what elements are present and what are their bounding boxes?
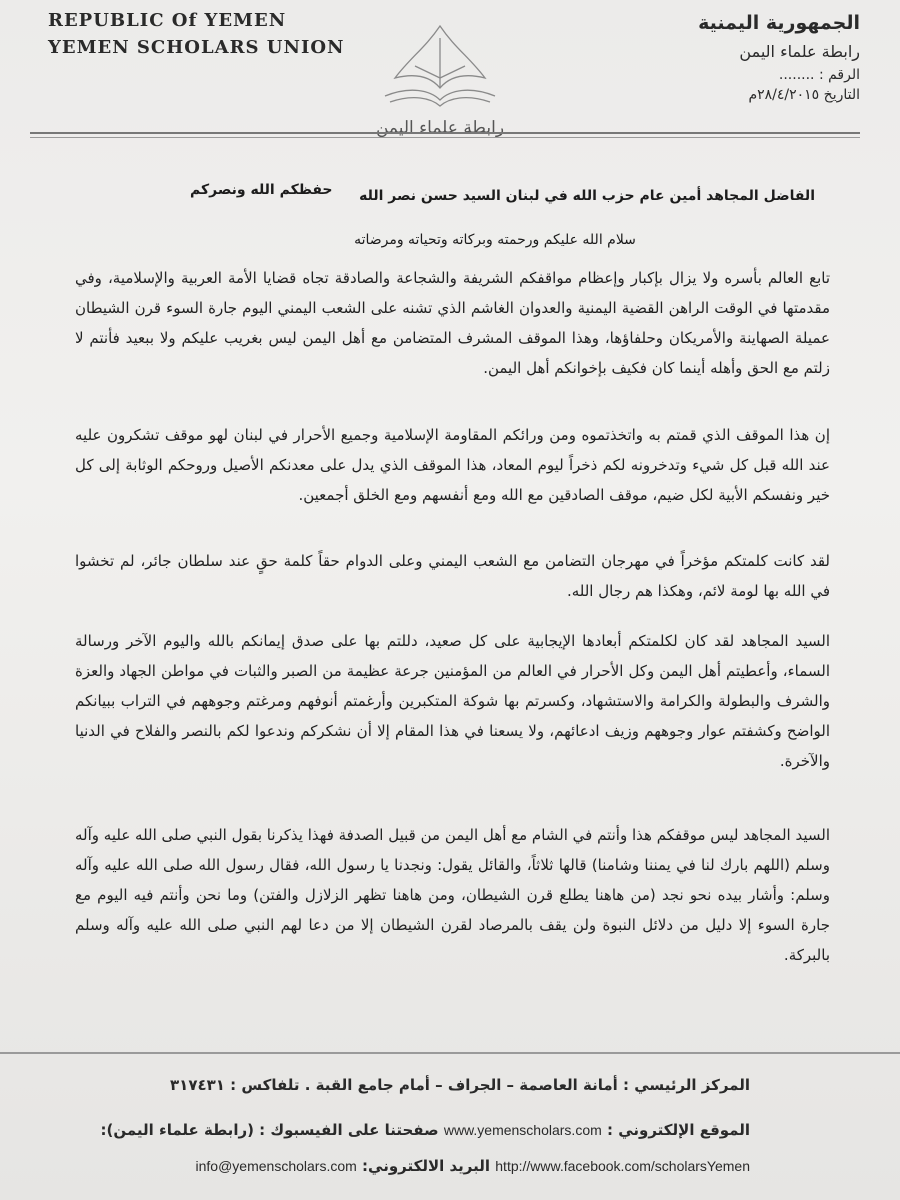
facebook-link[interactable]: http://www.facebook.com/scholarsYemen xyxy=(495,1158,750,1174)
letter-date: التاريخ ٢٨/٤/٢٠١٥م xyxy=(748,87,860,103)
union-logo xyxy=(355,18,525,143)
email-link[interactable]: info@yemenscholars.com xyxy=(195,1158,357,1174)
paragraph-1: تابع العالم بأسره ولا يزال بإكبار وإعظام مواقفكم الشريفة والشجاعة والصادقة تجاه قضايا الأمة العربية والإسلامية، وفي مقدمتها في الوقت الراهن القضية اليمنية والعدوان الغاشم الذي تشنه على الشعب اليمني اليوم جارة السوء قرن الشيطان عميلة الصهاينة والأمريكان وحلفاؤها، وهذا الموقف المشرف المتضامن مع أهل اليمن ليس بغريب عليكم ولا ببعيد فأنتم لا زلتم مع الحق وأهله أينما كان فكيف بإخوانكم أهل اليمن. xyxy=(75,269,830,377)
paragraph-3: لقد كانت كلمتكم مؤخراً في مهرجان التضامن مع الشعب اليمني وعلى الدوام حقاً كلمة حقٍ عند سلطان جائر، لم تخشوا في الله بها لومة لائم، وهكذا هم رجال الله. xyxy=(75,552,830,600)
header-divider-thin xyxy=(30,137,860,138)
letterhead-org-ar: رابطة علماء اليمن xyxy=(739,42,860,61)
logo-text: رابطة علماء اليمن xyxy=(375,118,505,138)
header-divider xyxy=(30,132,860,134)
email-label: البريد الالكتروني: xyxy=(362,1157,491,1175)
paragraph-2: إن هذا الموقف الذي قمتم به واتخذتموه ومن ورائكم المقاومة الإسلامية وجميع الأحرار في لبنان لهو موقف تشكرون عليه عند الله قبل كل شيء وتدخرونه لكم ذخراً ليوم المعاد، هذا الموقف الذي يدل على معدنكم الأصيل وروحكم الوثابة إلى كل خير ونفسكم الأبية لكل ضيم، موقف الصادقين مع الله ومع أنفسهم ومع الخلق أجمعين. xyxy=(75,426,830,504)
reference-number: الرقم : ........ xyxy=(778,67,860,83)
paragraph-5: السيد المجاهد ليس موقفكم هذا وأنتم في الشام مع أهل اليمن من قبيل الصدفة فهذا يذكرنا بقول النبي صلى الله عليه وآله وسلم (اللهم بارك لنا في يمننا وشامنا) قالها ثلاثاً، والقائل يقول: ونجدنا يا رسول الله، فقال رسول الله صلى الله عليه وآله وسلم: وأشار بيده نحو نجد (من هاهنا يطلع قرن الشيطان، ومن هاهنا تظهر الزلازل والفتن) وما نحن وأنتم فيه اليوم مع جارة السوء إلا دليل من دلائل النبوة ولن يقف بالمرصاد لقرن الشيطان إلا من دعا لهم النبي صلى الله عليه وآله وسلم بالبركة. xyxy=(75,826,830,964)
letterhead-org-en: YEMEN SCHOLARS UNION xyxy=(48,37,345,58)
footer-address: المركز الرئيسي : أمانة العاصمة – الجراف – أمام جامع القبة . تلفاكس : ٣١٧٤٣١ xyxy=(170,1076,750,1094)
salutation: سلام الله عليكم ورحمته وبركاته وتحياته ومرضاته xyxy=(354,232,636,248)
recipient-line: الفاضل المجاهد أمين عام حزب الله في لبنان السيد حسن نصر الله xyxy=(359,188,815,204)
website-link[interactable]: www.yemenscholars.com xyxy=(443,1122,602,1138)
footer-divider xyxy=(0,1052,900,1054)
english-letterhead xyxy=(48,10,345,58)
footer-contact-row xyxy=(196,1157,750,1175)
website-label: الموقع الإلكتروني : xyxy=(607,1121,750,1139)
letterhead-country-en: REPUBLIC Of YEMEN xyxy=(48,10,287,31)
footer-web-row xyxy=(101,1121,751,1139)
arabic-letterhead xyxy=(698,12,860,103)
blessing-line: حفظكم الله ونصركم xyxy=(190,182,333,198)
paragraph-4: السيد المجاهد لقد كان لكلمتكم أبعادها الإيجابية على كل صعيد، دللتم بها على صدق إيمانكم بالله واليوم الآخر ورسالة السماء، وأعطيتم أهل اليمن وكل الأحرار في العالم من المؤمنين جرعة عظيمة من الصبر والثبات في مواطن الجهاد والعزة والشرف والبطولة والكرامة والاستشهاد، وكسرتم بها شوكة المتكبرين وأرغمتم أنوفهم ومرغتم وجوههم في التراب ببيانكم الواضح وكشفتم عوار وجوههم وزيف ادعائهم، ولا يسعنا في هذا المقام إلا أن نشكركم وندعوا لكم بالنصر والفلاح في الدنيا والآخرة. xyxy=(75,632,830,770)
letterhead-country-ar: الجمهورية اليمنية xyxy=(698,12,860,34)
facebook-label: صفحتنا على الفيسبوك : (رابطة علماء اليمن): xyxy=(100,1121,439,1139)
